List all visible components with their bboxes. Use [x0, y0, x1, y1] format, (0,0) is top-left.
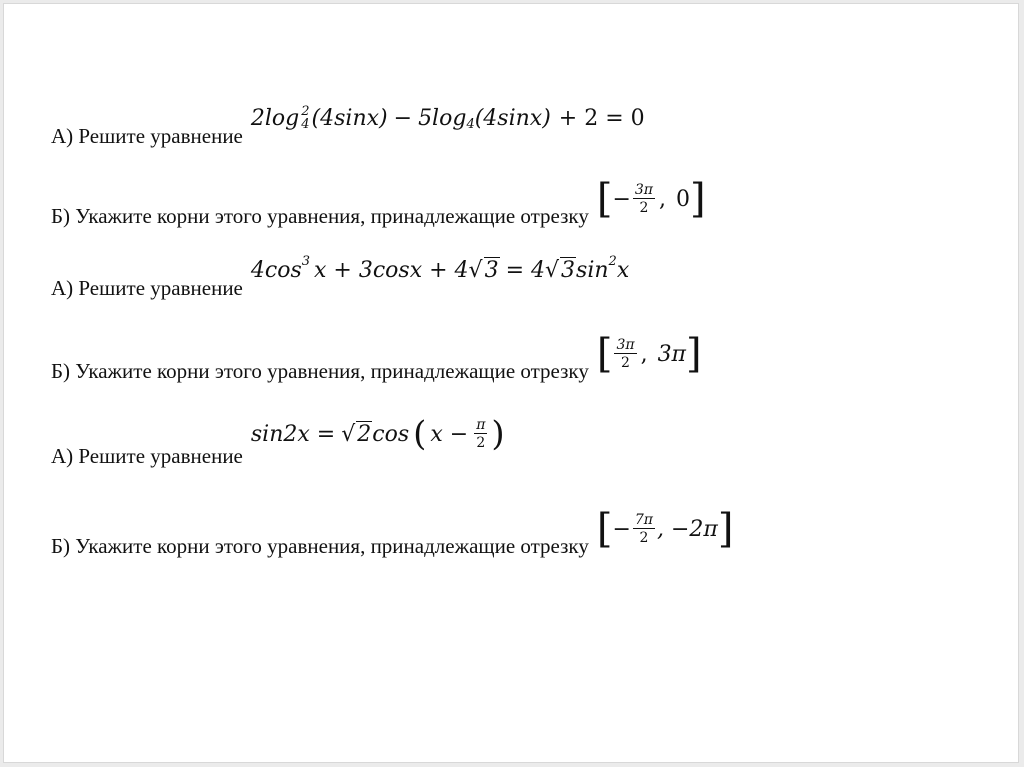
eq-term: sin	[576, 257, 609, 283]
frac-num: 7π	[634, 512, 653, 528]
frac-num: 3π	[616, 337, 635, 353]
sqrt-sign: √	[341, 421, 356, 447]
task-2-part-a	[51, 241, 991, 301]
interval-fraction	[614, 338, 636, 370]
eq-pow: 3	[301, 253, 311, 269]
frac-den: 2	[639, 200, 649, 216]
eq-minus: −	[393, 105, 413, 131]
interval-right: 3π	[657, 341, 687, 367]
task-2-equation	[250, 253, 630, 283]
interval-sign: −	[612, 186, 631, 212]
task-2-interval	[596, 331, 702, 377]
sqrt-radicand: 3	[484, 258, 499, 283]
eq-pow: 2	[608, 253, 617, 269]
eq-term: sin2x =	[250, 421, 336, 447]
eq-pow: 2	[301, 104, 310, 119]
eq-fraction	[474, 418, 487, 450]
slide	[3, 3, 1019, 763]
interval-right: , −2π	[657, 516, 718, 542]
eq-term: x −	[430, 421, 469, 447]
eq-term: x + 3cosx + 4	[314, 257, 469, 283]
interval-close-bracket: ]	[717, 506, 734, 552]
task-2-part-b-text: Б) Укажите корни этого уравнения, принадлежащие отрезку	[51, 359, 589, 383]
task-3-part-a	[51, 409, 991, 469]
interval-open-bracket: [	[596, 176, 613, 222]
sqrt-sign: √	[545, 257, 560, 283]
eq-arg: (4sinx)	[311, 105, 388, 131]
interval-fraction	[633, 513, 655, 545]
task-1-equation	[251, 105, 651, 131]
eq-arg: (4sinx)	[474, 105, 551, 131]
frac-num: 3π	[634, 182, 653, 198]
task-1-part-b	[51, 169, 991, 229]
paren-close: )	[491, 414, 505, 454]
interval-fraction	[633, 183, 655, 215]
task-1-part-a	[51, 89, 991, 149]
task-2-part-b	[51, 324, 991, 384]
eq-term: = 4	[505, 257, 546, 283]
task-3-equation	[250, 414, 505, 454]
frac-num: π	[476, 417, 486, 433]
task-3-interval	[596, 506, 734, 552]
frac-den: 2	[639, 530, 649, 546]
eq-term: 5log	[418, 105, 467, 131]
sqrt-radicand: 2	[357, 422, 372, 447]
interval-open-bracket: [	[596, 506, 613, 552]
task-3-part-a-text: А) Решите уравнение	[51, 444, 243, 468]
eq-base: 4	[301, 117, 310, 132]
sqrt-sign: √	[468, 257, 483, 283]
interval-close-bracket: ]	[690, 176, 706, 222]
paren-open: (	[413, 414, 427, 454]
task-3-part-b-text: Б) Укажите корни этого уравнения, принадлежащие отрезку	[51, 534, 589, 558]
eq-term: 2log	[250, 105, 300, 131]
frac-den: 2	[621, 355, 630, 371]
interval-comma: ,	[659, 186, 666, 212]
eq-base: 4	[466, 116, 475, 132]
task-2-part-a-text: А) Решите уравнение	[51, 276, 243, 300]
interval-sign: −	[612, 516, 631, 542]
interval-close-bracket: ]	[686, 331, 702, 377]
eq-tail: + 2 = 0	[558, 105, 645, 131]
interval-open-bracket: [	[596, 331, 613, 377]
task-1-interval	[596, 176, 706, 222]
task-1-part-a-text: А) Решите уравнение	[51, 124, 243, 148]
eq-term: cos	[372, 421, 410, 447]
task-1-part-b-text: Б) Укажите корни этого уравнения, принадлежащие отрезку	[51, 204, 589, 228]
eq-term: 4cos	[250, 257, 302, 283]
task-3-part-b	[51, 499, 991, 559]
interval-right: 0	[676, 186, 690, 212]
eq-log-indices	[301, 105, 309, 131]
sqrt-radicand: 3	[561, 258, 576, 283]
frac-den: 2	[476, 435, 486, 451]
eq-term: x	[616, 257, 630, 283]
interval-comma: ,	[640, 341, 648, 367]
